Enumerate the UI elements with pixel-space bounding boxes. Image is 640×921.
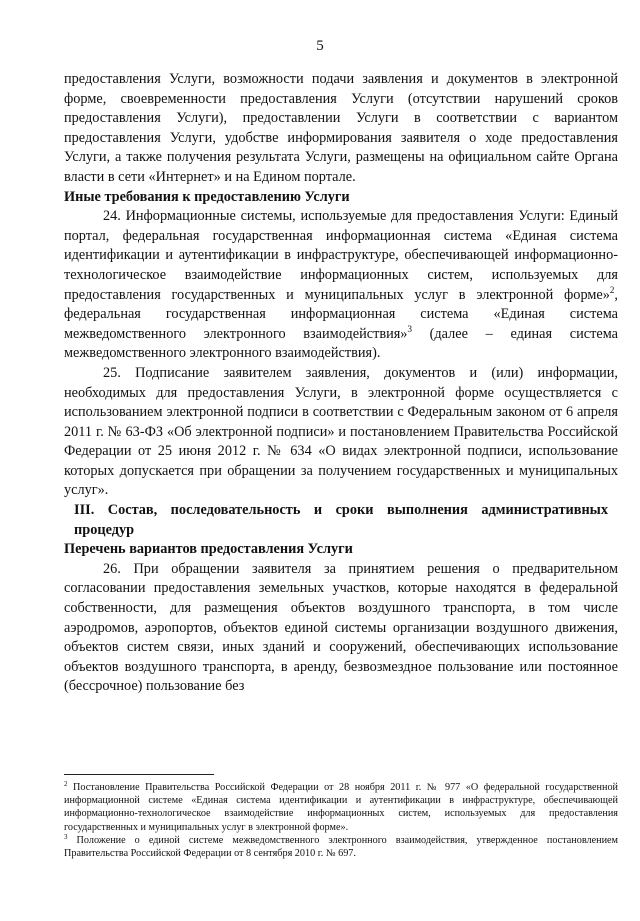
paragraph-24-part1: 24. Информационные системы, используемые для предоставления Услуги: Единый портал, федеральная государственная информационная система «Единая система идентификации и аутентификации в инфраструктуре, обеспечивающей информационно-технологическое взаимодействие информационных систем, используемых для предоставления государственных и муниципальных услуг в электронной форме» [64,208,618,303]
page-number: 5 [316,38,324,54]
paragraph-25: 25. Подписание заявителем заявления, документов и (или) информации, необходимых для предоставления Услуги, в электронной форме осуществляется с использованием электронной подписи в соответствии с Федеральным законом от 6 апреля 2011 г. № 63-ФЗ «Об электронной подписи» и постановлением Правительства Российской Федерации от 25 июня 2012 г. № 634 «О видах электронной подписи, использование которых допускается при обращении за получением государственных и муниципальных услуг». [64,364,618,499]
heading-other-requirements: Иные требования к предоставлению Услуги [64,188,350,205]
footnote-ref-3: 3 [407,323,412,334]
footnote-3-mark: 3 [64,832,68,841]
paragraph-26: 26. При обращении заявителя за принятием решения о предварительном согласовании предоставления земельных участков, которые находятся в федеральной собственности, для размещения объектов воздушного транспорта, в том числе аэродромов, аэропортов, объектов единой системы организации воздушного движения, объектов систем связи, иных зданий и сооружений, обеспечивающих использование объектов воздушного транспорта, в аренду, безвозмездное пользование или постоянное (бессрочное) пользование без [64,560,618,695]
footnote-ref-2: 2 [609,284,615,295]
footnote-2 [64,781,618,834]
footnotes [64,781,618,860]
footnote-3 [64,834,618,860]
footnote-3-text: Положение о единой системе межведомственного электронного взаимодействия, утвержденное постановлением Правительства Российской Федерации от 8 сентября 2010 г. № 697. [64,834,618,860]
footnote-divider [64,774,214,775]
heading-variants: Перечень вариантов предоставления Услуги [64,541,353,558]
paragraph-24-part2: , федеральная государственная информационная система «Единая система межведомственного электронного взаимодействия» [64,286,618,342]
paragraph-continued: предоставления Услуги, возможности подачи заявления и документов в электронной форме, своевременности предоставления Услуги (отсутствии нарушений сроков предоставления Услуги), предоставлении Услуги в соответствии с вариантом предоставления Услуги, удобстве информирования заявителя о ходе предоставления Услуги, а также получения результата Услуги, размещены на официальном сайте Органа власти в сети «Интернет» и на Едином портале. [64,71,618,185]
heading-section-3: III. Состав, последовательность и сроки выполнения административных процедур [74,502,608,538]
footnote-2-mark: 2 [64,780,68,788]
paragraph-24 [64,207,618,364]
paragraph-24-part3: (далее – единая система межведомственного электронного взаимодействия). [64,325,618,362]
footnote-2-text: Постановление Правительства Российской Федерации от 28 ноября 2011 г. № 977 «О федеральной государственной информационной системе «Единая система идентификации и аутентификации в инфраструктуре, обеспечивающей информационно-технологическое взаимодействие информационных систем, используемых для предоставления государственных и муниципальных услуг в электронной форме». [64,782,618,833]
document-body [64,70,618,697]
